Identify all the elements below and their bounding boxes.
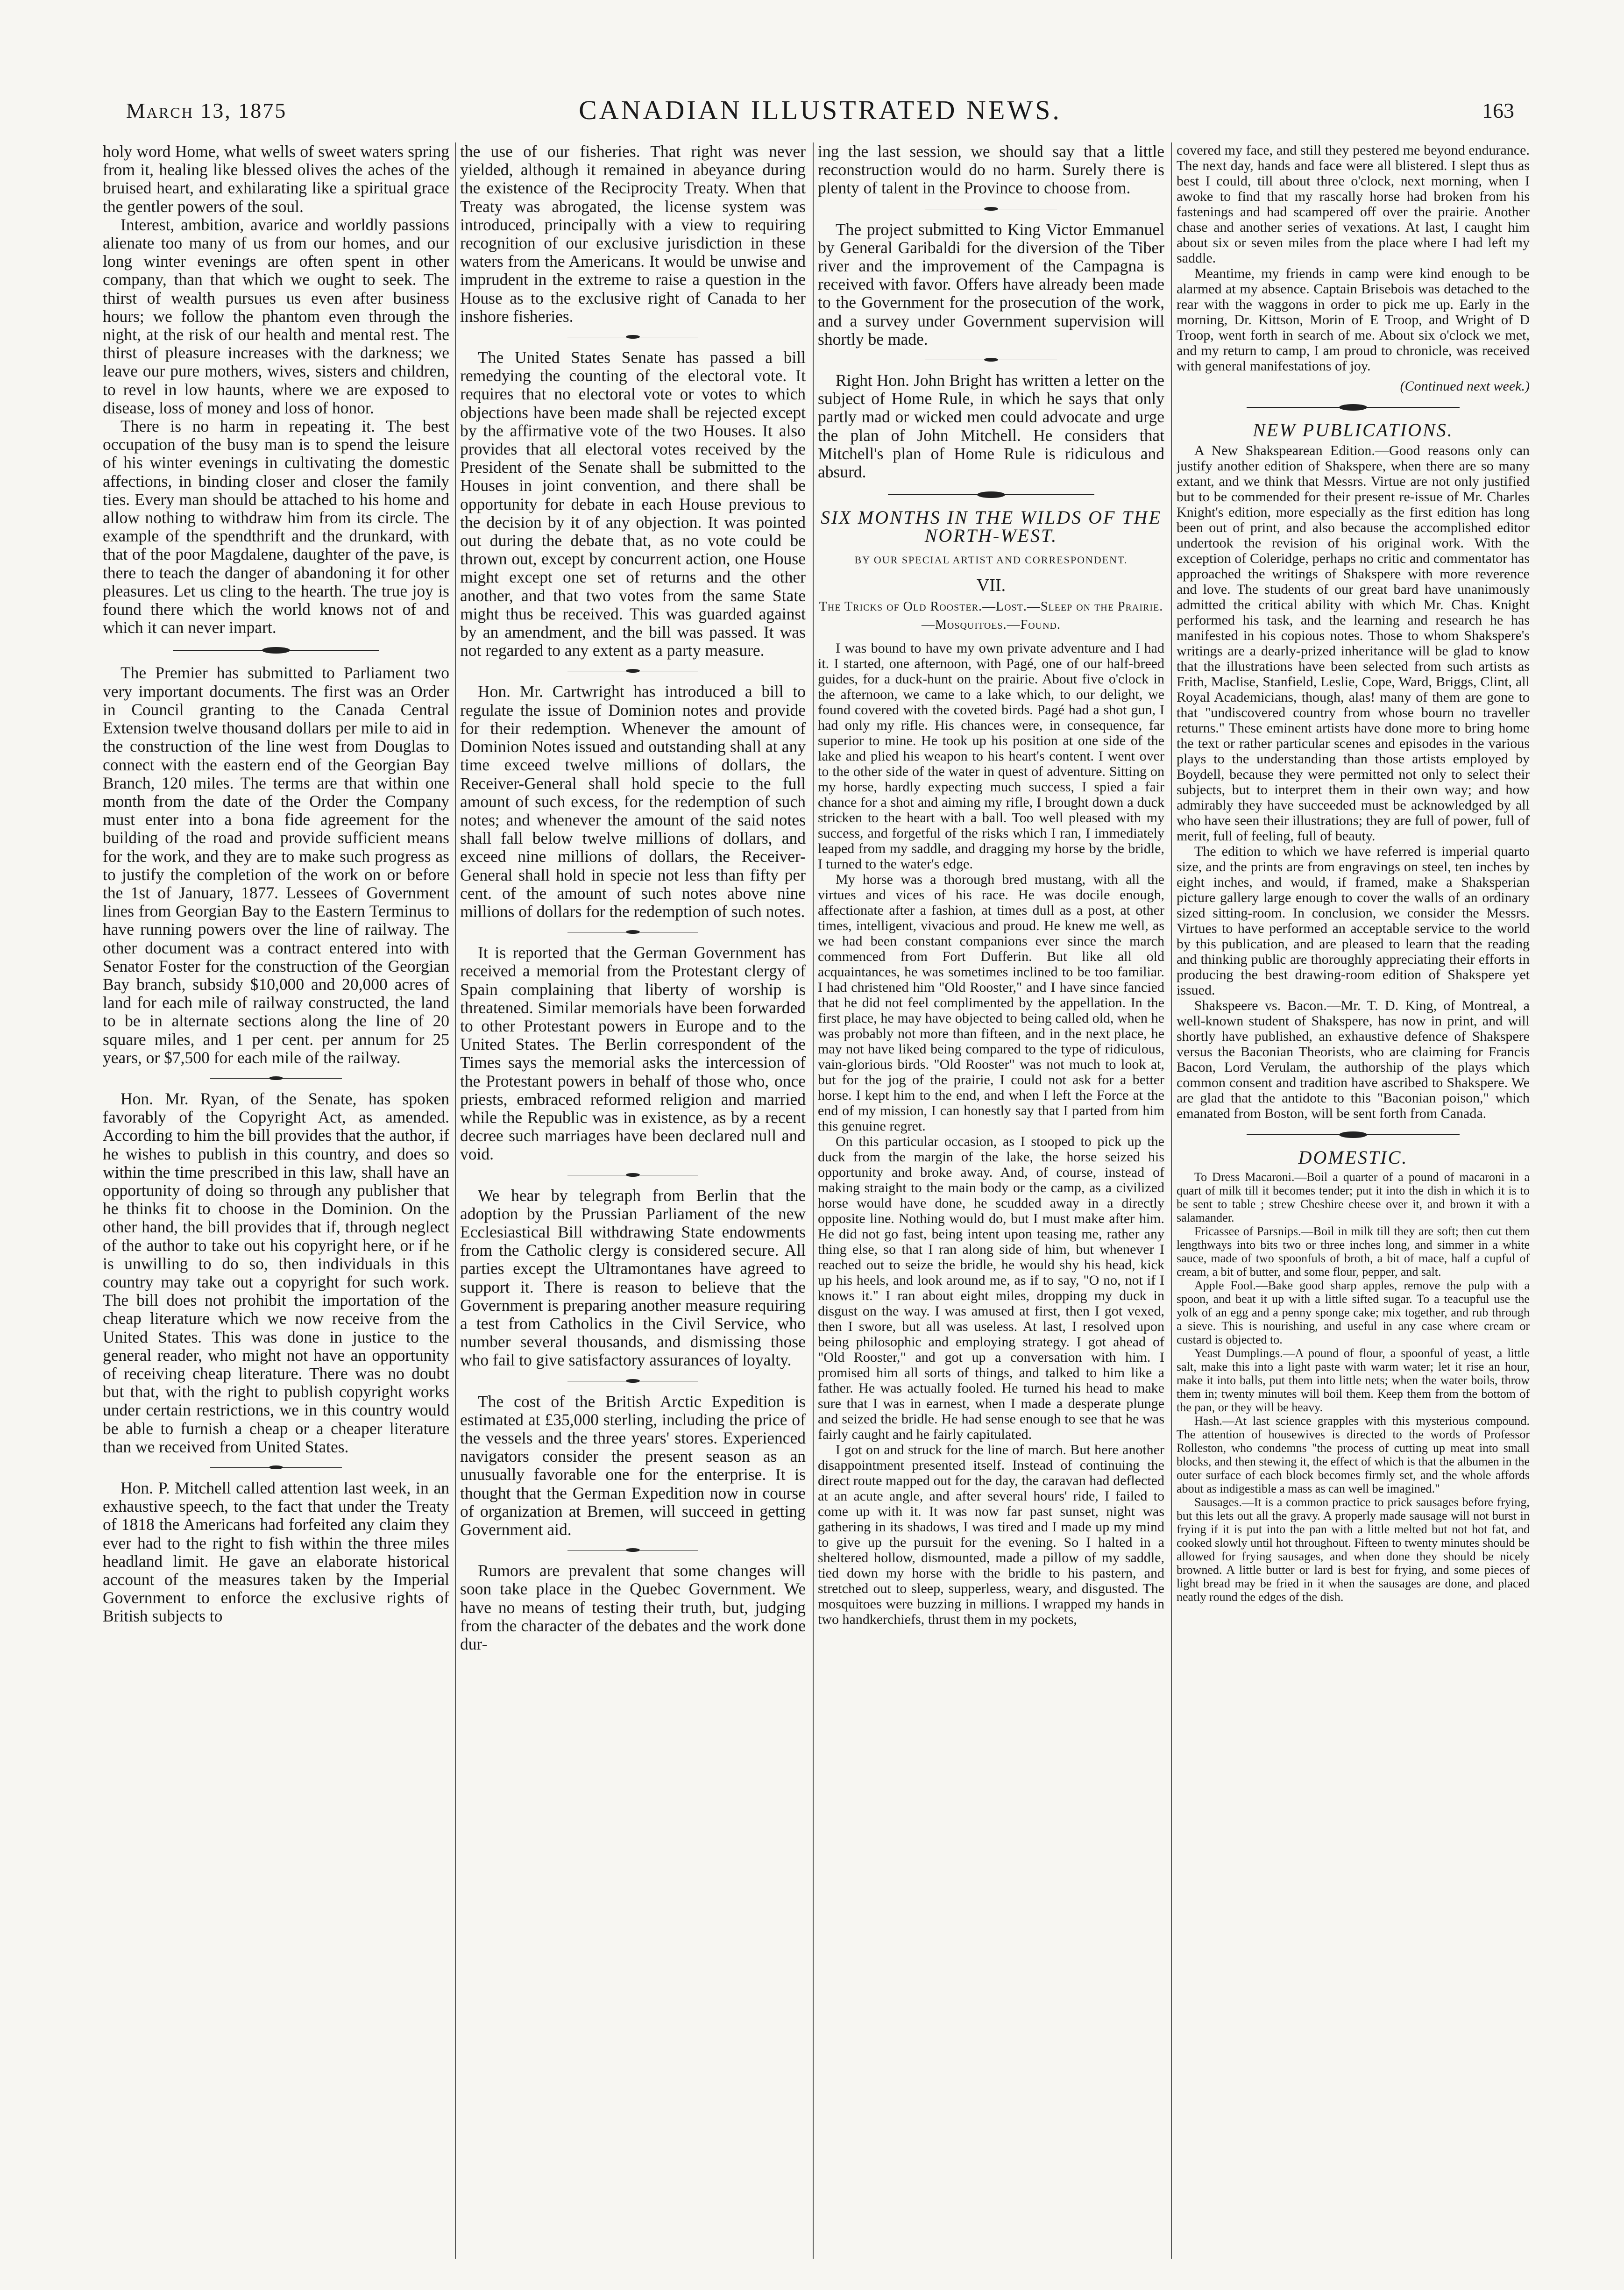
paragraph: Shakspeere vs. Bacon.—Mr. T. D. King, of Montreal, a well-known student of Shakspere, has now in print, and will shortly have published, an exhaustive defence of Shakspere versus the Baconian Theorists, who are claiming for Francis Bacon, Lord Verulam, the authorship of the plays which common consent and tradition have ascribed to Shakspere. We are glad that the antidote to this "Baconian poison," which emanated from Boston, will be sent forth from Canada. [1177,998,1530,1122]
masthead: CANADIAN ILLUSTRATED NEWS. [579,95,1062,125]
paragraph: Hon. Mr. Cartwright has introduced a bill to regulate the issue of Dominion notes and provide for their redemption. Whenever the amount of Dominion Notes issued and outstanding shall at any time exceed twelve millions of dollars, the Receiver-General shall hold specie to the full amount of such excess, for the redemption of such notes; and whenever the amount of the said notes shall fall below twelve millions of dollars, and exceed nine millions of dollars, the Receiver-General shall hold in specie not less than fifty per cent. of the amount of such notes above nine millions of dollars for the redemption of such notes. [460,682,806,921]
paragraph: There is no harm in repeating it. The best occupation of the busy man is to spend the leisure of his winter evenings in cultivating the domestic affections, in binding closer and closer the family ties. Every man should be attached to his home and allow nothing to withdraw him from its circle. The example of the spendthrift and the drunkard, with that of the poor Magdalene, daughter of the pave, is there to teach the danger of abandoning it for other pleasures. Let us cling to the hearth. The true joy is found there which the world knows not of and which it can never impart. [103,417,449,637]
paragraph: Hon. P. Mitchell called attention last week, in an exhaustive speech, to the fact that under the Treaty of 1818 the Americans had forfeited any claim they ever had to the right to fish within the three miles headland limit. He gave an elaborate historical account of the measures taken by the Imperial Government to enforce the exclusive rights of British subjects to [103,1479,449,1626]
section-divider [1247,407,1460,408]
paragraph: It is reported that the German Government has received a memorial from the Protestant clergy of Spain complaining that liberty of worship is threatened. Similar memorials have been forwarded to other Protestant powers in Europe and to the United States. The Berlin correspondent of the Times says the memorial asks the intercession of the Protestant powers in behalf of those who, once priests, embraced reformed religion and married while the Republic was in existence, as by a recent decree such marriages have been declared null and void. [460,943,806,1164]
recipe: Yeast Dumplings.—A pound of flour, a spoonful of yeast, a little salt, make this into a light paste with warm water; let it rise an hour, make it into balls, put them into little nets; when the water boils, throw them in; twenty minutes will boil them. Keep them from the bottom of the pan, or they will be heavy. [1177,1346,1530,1415]
paragraph: A New Shakspearean Edition.—Good reasons only can justify another edition of Shakspere, when there are so many extant, and we think that Messrs. Virtue are not only justified but to be commended for their present re-issue of Mr. Charles Knight's edition, more especially as the first edition has long been out of print, and also because the accomplished editor undertook the revision of his original work. With the exception of Coleridge, perhaps no critic and commentator has approached the writings of Shakspere with more reverence and love. The students of our great bard have unanimously admitted the critical ability with which Mr. Chas. Knight performed his task, and the learning and research he has manifested in his copious notes. Those to whom Shakspere's writings are a dearly-prized inheritance will be glad to know that the illustrations have been selected from such artists as Frith, Maclise, Stanfield, Leslie, Cope, Ward, Briggs, Clint, all Royal Academicians, though, alas! many of them are gone to that "undiscovered country from whose bourn no traveller returns." These eminent artists have done more to bring home the text or rather particular scenes and episodes in the various plays to the understanding than those artists employed by Boydell, because they were permitted not only to select their subjects, but to interpret them in their own way; and how admirably they have succeeded must be acknowledged by all who have seen their illustrations; they are full of power, full of merit, full of feeling, full of beauty. [1177,443,1530,844]
section-title-new-publications: NEW PUBLICATIONS. [1253,420,1454,441]
paragraph: The Premier has submitted to Parliament two very important documents. The first was an Order in Council granting to the Canada Central Extension twelve thousand dollars per mile to aid in the construction of the line west from Douglas to connect with the eastern end of the Georgian Bay Branch, 120 miles. The terms are that within one month from the date of the Order the Company must enter into a bona fide agreement for the building of the road and provide sufficient means for the work, and they are to make such progress as to justify the completion of the work on or before the 1st of January, 1877. Lessees of Government lines from Georgian Bay to the Eastern Terminus to have running powers over the line of railway. The other document was a contract entered into with Senator Foster for the construction of the Georgian Bay branch, subsidy $10,000 and 20,000 acres of land for each mile of railway constructed, the land to be in alternate sections along the line of 20 square miles, and 1 per cent. per annum for 25 years, or $7,500 for each mile of the railway. [103,663,449,1067]
paragraph: Meantime, my friends in camp were kind enough to be alarmed at my absence. Captain Brisebois was detached to the rear with the waggons in order to pick me up. Early in the morning, Dr. Kittson, Morin of E Troop, and Wright of D Troop, went forth in search of me. About six o'clock we met, and my return to camp, I am proud to chronicle, was received with general manifestations of joy. [1177,266,1530,374]
recipe: Hash.—At last science grapples with this mysterious compound. The attention of housewives is directed to the words of Professor Rolleston, who condemns "the process of cutting up meat into small blocks, and then stewing it, the effect of which is that the albumen in the outer surface of each block becomes firmly set, and the whole affords about as indigestible a mass as can well be imagined." [1177,1414,1530,1496]
paragraph: Right Hon. John Bright has written a letter on the subject of Home Rule, in which he says that only partly mad or wicked men could advocate and urge the plan of John Mitchell. He considers that Mitchell's plan of Home Rule is ridiculous and absurd. [818,371,1164,482]
paragraph: holy word Home, what wells of sweet waters spring from it, healing like blessed olives the aches of the bruised heart, and exhilarating like a spiritual grace the gentler powers of the soul. [103,142,449,216]
continued-note: (Continued next week.) [1400,378,1530,394]
article-title: SIX MONTHS IN THE WILDS OF THE NORTH-WEST. [821,507,1162,547]
recipe: Apple Fool.—Bake good sharp apples, remove the pulp with a spoon, and beat it up with a little sifted sugar. To a teacupful use the yolk of an egg and a penny sponge cake; mix together, and rub through a sieve. This is nourishing, and useful in any case where cream or custard is objected to. [1177,1279,1530,1347]
section-divider [888,494,1094,495]
paragraph: ing the last session, we should say that a little reconstruction would do no harm. Surely there is plenty of talent in the Province to choose from. [818,142,1164,198]
chapter-summary: The Tricks of Old Rooster.—Lost.—Sleep on the Prairie.—Mosquitoes.—Found. [819,599,1163,633]
column-4 [1177,142,1530,2259]
section-divider [210,1467,342,1468]
paragraph: I was bound to have my own private adventure and I had it. I started, one afternoon, with Pagé, one of our half-breed guides, for a duck-hunt on the prairie. About five o'clock in the afternoon, we came to a lake which, to our delight, we found covered with the coveted birds. Pagé had a shot gun, I had only my rifle. His chances were, in consequence, far superior to mine. He took up his position at one side of the lake and plied his weapon to his heart's content. I went over to the other side of the water in quest of adventure. Sitting on my horse, hardly expecting much success, I spied a fair chance for a shot and aiming my rifle, I brought down a duck stricken to the heart with a ball. Too well pleased with my success, and forgetful of the risks which I ran, I immediately leaped from my saddle, and dragging my horse by the bridle, I turned to the water's edge. [818,640,1164,872]
paragraph: My horse was a thorough bred mustang, with all the virtues and vices of his race. He was docile enough, affectionate after a fashion, at times dull as a post, at other times, intelligent, vivacious and proud. He knew me well, as we had been constant companions ever since the march commenced from Fort Dufferin. But like all old acquaintances, he was sometimes inclined to be too familiar. I had christened him "Old Rooster," and I have since fancied that he did not feel complimented by the appellation. In the first place, he may have objected to being called old, when he was probably not more than fifteen, and in the next place, he may not have liked being compared to the type of ridiculous, vain-glorious birds. "Old Rooster" was not much to look at, but for the jog of the prairie, I could not ask for a better horse. I kept him to the end, and when I left the Force at the end of my mission, I can honestly say that I parted from him this genuine regret. [818,872,1164,1134]
paragraph: The United States Senate has passed a bill remedying the counting of the electoral vote. It requires that no electoral vote or votes to which objections have been made shall be rejected except by the affirmative vote of the two Houses. It also provides that all electoral votes received by the President of the Senate shall be submitted to the Houses in joint convention, and there shall be opportunity for debate in each House previous to the decision by it of any objection. It was pointed out during the debate that, as no vote could be thrown out, except by concurrent action, one House might except one set of returns and the other another, and that two votes from the same State might thus be received. This was guarded against by an amendment, and the bill was passed. It was not regarded to any extent as a party measure. [460,348,806,660]
section-divider [1247,1134,1460,1135]
paragraph: On this particular occasion, as I stooped to pick up the duck from the margin of the lake, the horse seized his opportunity and broke away. And, of course, instead of making straight to the main body or the camp, as a civilized horse would have done, he scudded away in a directly opposite line. Nothing would do, but I must make after him. He did not go fast, being intent upon teasing me, rather any thing else, so that I ran along side of him, but whenever I reached out to seize the bridle, he would shy his head, kick up his heels, and look around me, as if to say, "O no, not if I knows it." I ran about eight miles, dropping my duck in disgust on the way. I was amused at first, then I got vexed, then I swore, but all was useless. At last, I resolved upon being philosophic and employing strategy. I got ahead of "Old Rooster," and got up a conversation with him. I promised him all sorts of things, and talked to him like a father. He was actually fooled. He turned his head to make sure that I was in earnest, when I made a desperate plunge and seized the bridle. He had sense enough to see that he was fairly caught and he fairly capitulated. [818,1134,1164,1443]
paragraph: covered my face, and still they pestered me beyond endurance. The next day, hands and face were all blistered. I slept thus as best I could, till about three o'clock, next morning, when I awoke to find that my rascally horse had broken from his fastenings and had scampered off over the prairie. Another chase and another series of vexations. At last, I caught him about six or seven miles from the place where I had left my saddle. [1177,142,1530,266]
paragraph: Interest, ambition, avarice and worldly passions alienate too many of us from our homes, and our long winter evenings are often spent in other company, than that which we ought to seek. The thirst of wealth pursues us even after business hours; we follow the phantom even through the night, at the risk of our health and mental rest. The thirst of pleasure increases with the darkness; we leave our pure mothers, wives, sisters and children, to revel in low haunts, where we are exposed to disease, loss of money and loss of honor. [103,215,449,417]
column-1 [103,142,449,2259]
paragraph: The edition to which we have referred is imperial quarto size, and the prints are from engravings on steel, ten inches by eight inches, and would, if framed, make a Shaksperian picture gallery large enough to cover the walls of an ordinary sized sitting-room. In conclusion, we consider the Messrs. Virtues to have performed an acceptable service to the world by this publication, and are pleased to learn that the reading and thinking public are thoroughly appreciating their efforts in producing the best drawing-room edition of Shakspere yet issued. [1177,844,1530,998]
paragraph: I got on and struck for the line of march. But here another disappointment presented itself. Instead of continuing the direct route mapped out for the day, the caravan had deflected at an acute angle, and after several hours' ride, I failed to come up with it. It was now far past sunset, night was gathering in its shadows, I was tired and I made up my mind to give up the pursuit for the evening. So I halted in a sheltered hollow, dismounted, made a pillow of my saddle, tied down my horse with the bridle to his pastern, and stretched out to sleep, supperless, weary, and disgusted. The mosquitoes were buzzing in millions. I wrapped my hands in two handkerchiefs, thrust them in my pockets, [818,1442,1164,1628]
recipe: To Dress Macaroni.—Boil a quarter of a pound of macaroni in a quart of milk till it becomes tender; put it into the dish in which it is to be sent to table ; strew Cheshire cheese over it, and brown it with a salamander. [1177,1170,1530,1225]
article-byline: BY OUR SPECIAL ARTIST AND CORRESPONDENT. [854,554,1128,566]
section-divider [210,1078,342,1079]
section-title-domestic: DOMESTIC. [1298,1147,1408,1168]
columns [103,142,1530,2259]
paragraph: the use of our fisheries. That right was never yielded, although it remained in abeyance during the existence of the Reciprocity Treaty. When that Treaty was abrogated, the license system was introduced, principally with a view to requiring recognition of our exclusive jurisdiction in these waters from the Americans. It would be unwise and imprudent in the extreme to raise a question in the House as to the exclusive right of Canada to her inshore fisheries. [460,142,806,326]
page-number: 163 [1482,99,1514,122]
paragraph: Hon. Mr. Ryan, of the Senate, has spoken favorably of the Copyright Act, as amended. According to him the bill provides that the author, if he wishes to publish in this country, and does so within the time prescribed in this law, shall have an opportunity of doing so through any publisher that he thinks fit to choose in the Dominion. On the other hand, the bill provides that if, through neglect of the author to take out his copyright here, or if he is unwilling to do so, then individuals in this country may take out a copyright for such work. The bill does not prohibit the importation of the cheap literature which we now receive from the United States. This was done in justice to the general reader, who might not have an opportunity of receiving cheap literature. There was no doubt but that, with the right to publish copyright works under certain restrictions, we in this country would be able to furnish a cheap or a cheaper literature than we received from United States. [103,1089,449,1456]
paragraph: We hear by telegraph from Berlin that the adoption by the Prussian Parliament of the new Ecclesiastical Bill withdrawing State endowments from the Catholic clergy is considered secure. All parties except the Ultramontanes have agreed to support it. There is reason to believe that the Government is preparing another measure requiring a test from Catholics in the Civil Service, who number several thousands, and dismissing those who fail to give satisfactory assurances of loyalty. [460,1186,806,1370]
page-header [126,89,1514,131]
paragraph: The project submitted to King Victor Emmanuel by General Garibaldi for the diversion of the Tiber river and the improvement of the Campagna is received with favor. Offers have already been made to the Government for the prosecution of the work, and a survey under Government supervision will shortly be made. [818,220,1164,348]
column-3 [818,142,1164,2259]
paragraph: Rumors are prevalent that some changes will soon take place in the Quebec Government. We have no means of testing their truth, but, judging from the character of the debates and the work done dur- [460,1561,806,1654]
column-2 [460,142,806,2259]
issue-date: March 13, 1875 [126,99,287,122]
recipe: Fricassee of Parsnips.—Boil in milk till they are soft; then cut them lengthways into bits two or three inches long, and simmer in a white sauce, made of two spoonfuls of broth, a bit of mace, half a cupful of cream, a bit of butter, and some flour, pepper, and salt. [1177,1224,1530,1279]
paragraph: The cost of the British Arctic Expedition is estimated at £35,000 sterling, including the price of the vessels and the three years' stores. Experienced navigators consider the present season as an unusually favorable one for the enterprise. It is thought that the German Expedition now in course of organization at Bremen, will succeed in getting Government aid. [460,1392,806,1539]
recipe: Sausages.—It is a common practice to prick sausages before frying, but this lets out all the gravy. A properly made sausage will not burst in frying if it is put into the pan with a little melted but not hot fat, and cooked slowly until hot throughout. Fifteen to twenty minutes should be allowed for frying sausages, and when done they should be nicely browned. A little butter or lard is best for frying, and some pieces of light bread may be fried in it when the sausages are done, and placed neatly round the edges of the dish. [1177,1495,1530,1604]
section-divider [173,650,379,651]
chapter-number: VII. [976,575,1006,595]
